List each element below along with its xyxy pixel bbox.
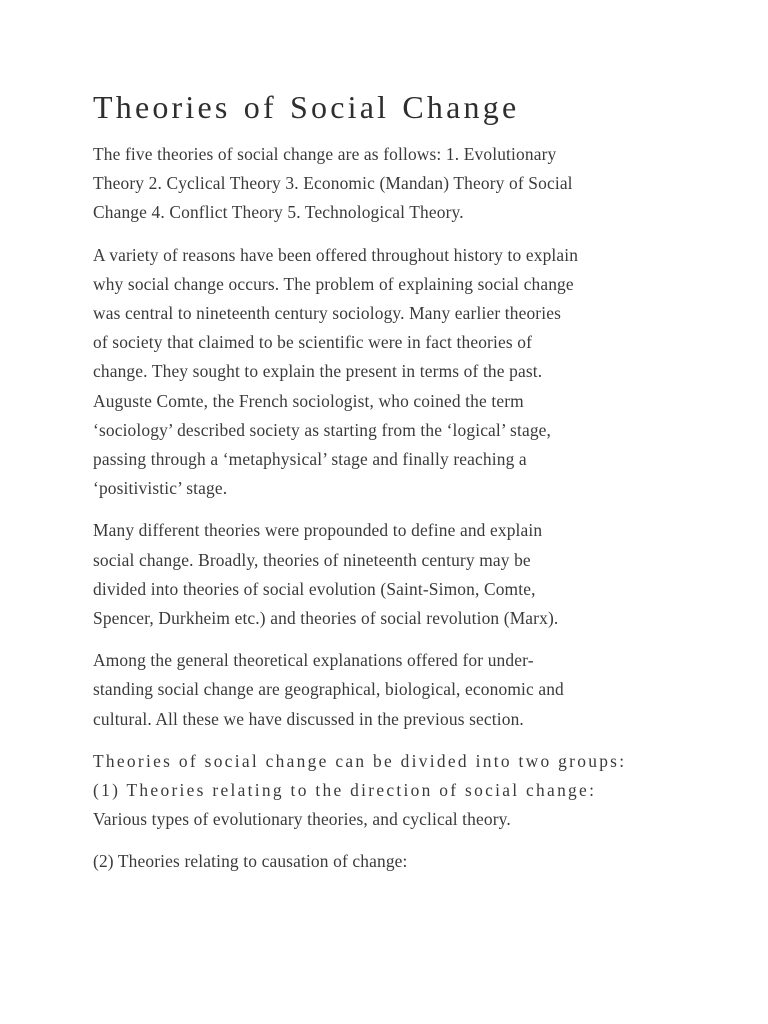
text-line: divided into theories of social evolution (Saint-Simon, Comte, [93,578,536,599]
text-line: social change. Broadly, theories of nineteenth century may be [93,549,531,570]
document-page [93,84,683,890]
text-line: Among the general theoretical explanations offered for under- [93,650,534,671]
text-line: Auguste Comte, the French sociologist, who coined the term [93,390,524,411]
text-line: cultural. All these we have discussed in the previous section. [93,708,524,729]
paragraph-many-different-theories [93,516,683,633]
text-line: of society that claimed to be scientific were in fact theories of [93,332,533,353]
text-line: change. They sought to explain the present in terms of the past. [93,361,543,382]
text-line: (1) Theories relating to the direction of social change: [93,780,597,801]
text-line: Change 4. Conflict Theory 5. Technological Theory. [93,202,464,223]
document-title: Theories of Social Change [93,89,520,125]
text-line: was central to nineteenth century sociology. Many earlier theories [93,303,562,324]
text-line: Spencer, Durkheim etc.) and theories of social revolution (Marx). [93,608,559,629]
text-line: Various types of evolutionary theories, and cyclical theory. [93,809,511,830]
text-line: standing social change are geographical, biological, economic and [93,679,564,700]
paragraph-five-theories [93,140,683,228]
text-line: Many different theories were propounded to define and explain [93,520,543,541]
paragraph-general-explanations [93,646,683,734]
text-line: Theory 2. Cyclical Theory 3. Economic (Mandan) Theory of Social [93,173,573,194]
text-line: passing through a ‘metaphysical’ stage and finally reaching a [93,449,527,470]
text-line: Theories of social change can be divided into two groups: [93,750,627,771]
paragraph-two-groups [93,747,683,835]
text-line: ‘sociology’ described society as starting from the ‘logical’ stage, [93,419,552,440]
text-line: The five theories of social change are as follows: 1. Evolutionary [93,144,557,164]
text-line: ‘positivistic’ stage. [93,478,228,499]
paragraph-causation [93,847,683,876]
text-line: why social change occurs. The problem of explaining social change [93,273,574,294]
text-line: A variety of reasons have been offered throughout history to explain [93,244,579,265]
paragraph-variety-of-reasons [93,241,683,504]
text-line: (2) Theories relating to causation of change: [93,851,408,872]
